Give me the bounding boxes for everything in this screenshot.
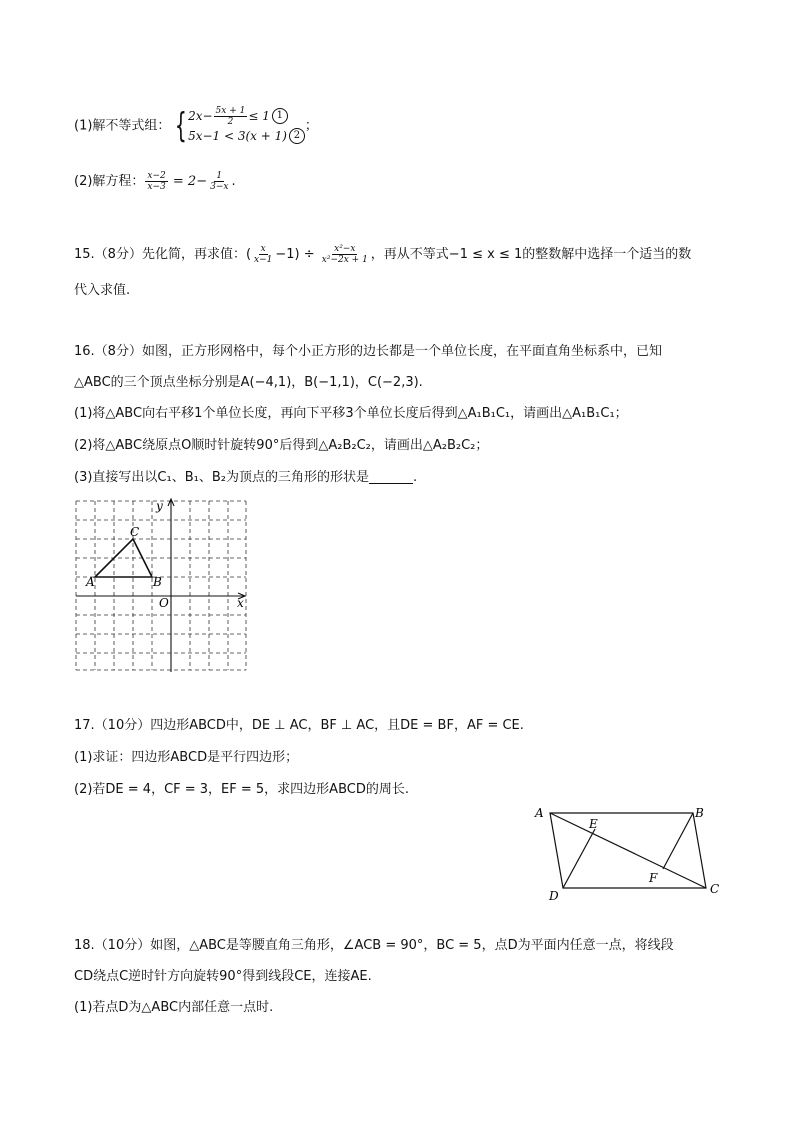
label-a: A [86, 575, 95, 589]
q16-line5: (3)直接写出以C₁、B₁、B₂为顶点的三角形的形状是 . [74, 470, 418, 485]
q16-line1: 16.（8分）如图，正方形网格中，每个小正方形的边长都是一个单位长度，在平面直角坐标系中，已知 [74, 344, 662, 359]
q15-line1: 15.（8分）先化简，再求值：( $\frac{x}{x-1}$ −1) ÷ $\frac{\text{x²−x}}{\text{x²−2x + 1}}$ ，再从不等式−1 ≤ x ≤ 1的整数解中选择一个适当的数 [74, 244, 692, 265]
circled-number-2: 2 [289, 128, 305, 144]
fraction: $\frac{x-2}{x-3}$ [147, 171, 166, 192]
parallelogram-figure [528, 800, 728, 906]
answer-blank [369, 471, 413, 484]
p14-part1: (1)解不等式组： { 2x− $\frac{5x + 1}{2}$ ≤ 1 1 5x−1 < 3(x + 1) 2 ； [74, 105, 318, 146]
q15-line2: 代入求值. [74, 283, 131, 298]
q18-line2: CD绕点C逆时针方向旋转90°得到线段CE，连接AE. [74, 969, 372, 984]
inequality-system [170, 106, 305, 146]
segment-de [563, 829, 595, 888]
fraction: $\frac{5x + 1}{2}$ [215, 105, 246, 127]
inequality-1: 2x− $\frac{5x + 1}{2}$ ≤ 1 1 [188, 106, 305, 126]
fraction: $\frac{1}{3-x}$ [210, 171, 229, 192]
inequality-2: 5x−1 < 3(x + 1) 2 [188, 126, 305, 146]
diagonal-ac [550, 813, 706, 888]
label-a: A [535, 806, 544, 820]
label-c: C [710, 882, 720, 896]
label-o: O [159, 596, 169, 610]
label-b: B [695, 806, 704, 820]
label-f: F [649, 871, 658, 885]
brace-icon: { [175, 106, 188, 146]
q17-line1: 17.（10分）四边形ABCD中，DE ⊥ AC，BF ⊥ AC，且DE = BF，AF = CE. [74, 718, 524, 733]
circled-number-1: 1 [272, 108, 288, 124]
q16-line4: (2)将△ABC绕原点O顺时针旋转90°后得到△A₂B₂C₂，请画出△A₂B₂C₂； [74, 438, 489, 453]
label-c: C [130, 525, 140, 539]
q18-line1: 18.（10分）如图，△ABC是等腰直角三角形，∠ACB = 90°，BC = 5，点D为平面内任意一点，将线段 [74, 938, 674, 953]
coordinate-grid-figure [70, 496, 255, 676]
fraction: $\frac{\text{x²−x}}{\text{x²−2x + 1}}$ [321, 244, 368, 265]
fraction: $\frac{x}{x-1}$ [254, 244, 273, 265]
triangle-abc [95, 539, 152, 577]
q16-line2: △ABC的三个顶点坐标分别是A(−4,1)，B(−1,1)，C(−2,3). [74, 375, 423, 390]
q16-line3: (1)将△ABC向右平移1个单位长度，再向下平移3个单位长度后得到△A₁B₁C₁，请画出△A₁B₁C₁； [74, 406, 628, 421]
q17-line3: (2)若DE = 4，CF = 3，EF = 5，求四边形ABCD的周长. [74, 782, 409, 797]
p14-part1-label: (1)解不等式组： [74, 118, 171, 134]
segment-bf [663, 813, 693, 869]
p14-part2: (2)解方程： $\frac{x-2}{x-3}$ = 2− $\frac{1}{3-x}$ . [74, 171, 236, 192]
label-x-axis: x [237, 596, 244, 610]
q18-line3: (1)若点D为△ABC内部任意一点时. [74, 1000, 274, 1015]
label-d: D [549, 889, 559, 903]
label-e: E [589, 817, 598, 831]
label-b: B [153, 575, 162, 589]
label-y-axis: y [156, 499, 163, 513]
q17-line2: (1)求证：四边形ABCD是平行四边形； [74, 750, 299, 765]
